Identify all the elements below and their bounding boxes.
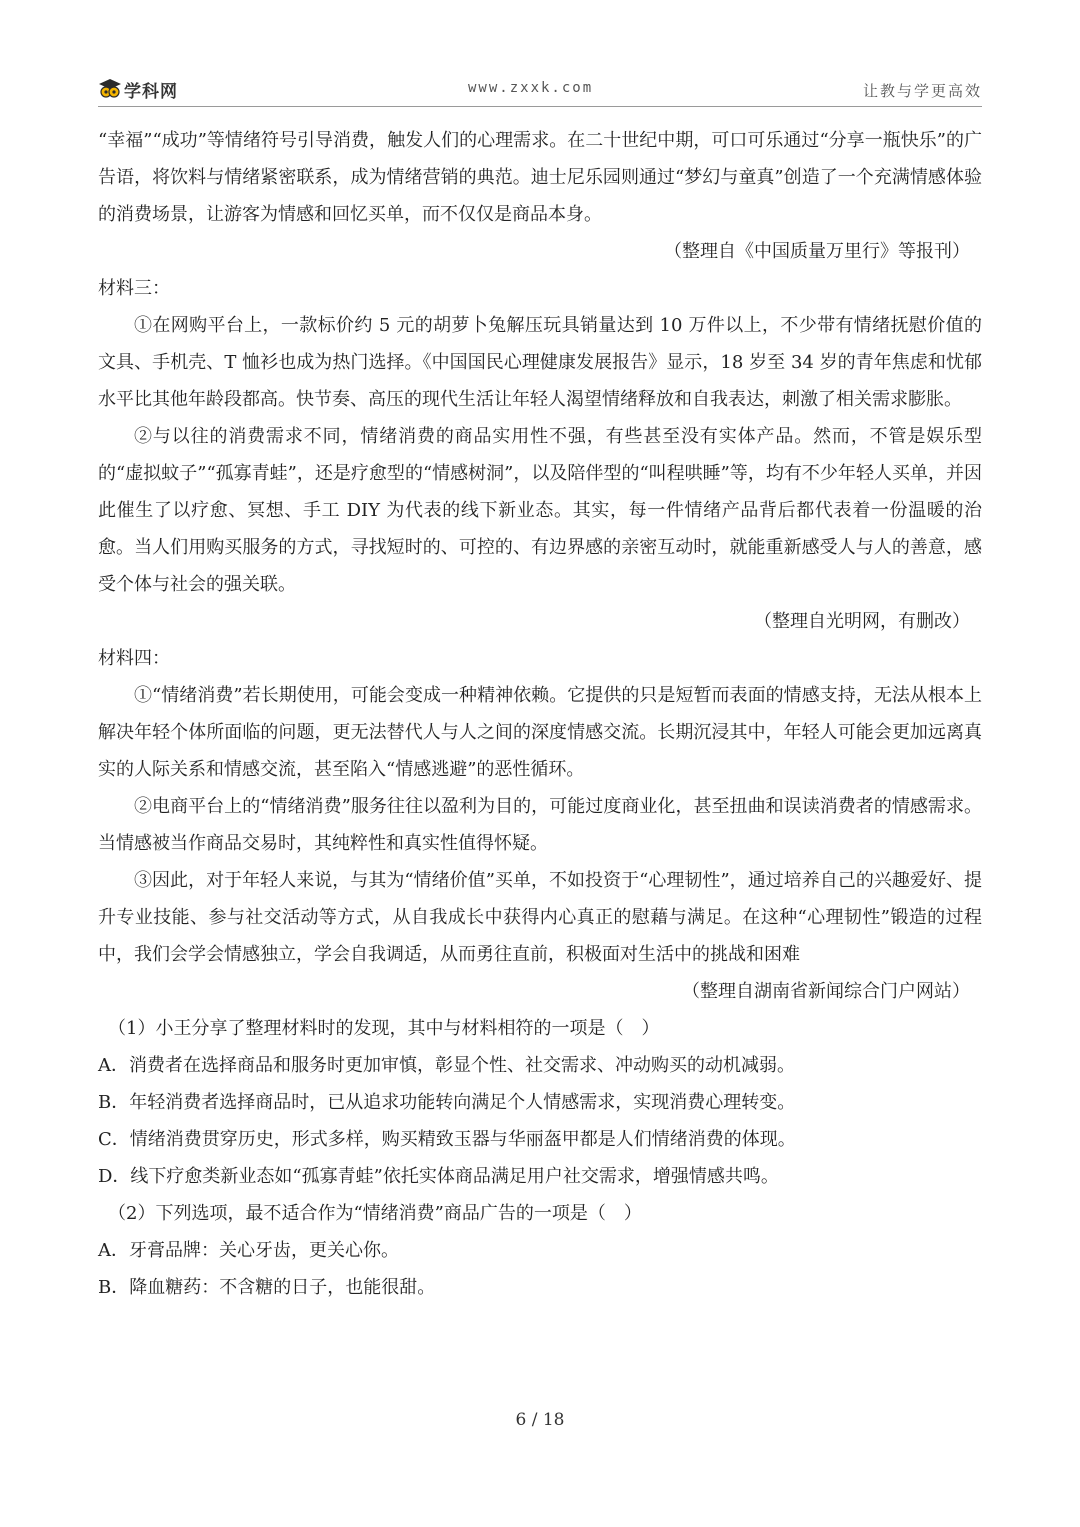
page-header bbox=[98, 72, 982, 107]
source-note: （整理自湖南省新闻综合门户网站） bbox=[682, 981, 970, 1002]
question-2: （2）下列选项，最不适合作为“情绪消费”商品广告的一项是（ ） bbox=[108, 1203, 642, 1224]
question-2-option-b: B．降血糖药：不含糖的日子，也能很甜。 bbox=[98, 1277, 436, 1298]
material-4-paragraph: ①“情绪消费”若长期使用，可能会变成一种精神依赖。它提供的只是短暂而表面的情感支持，无法从根本上解决年轻个体所面临的问题，更无法替代人与人之间的深度情感交流。长期沉浸其中，年轻人可能会更加远离真实的人际关系和情感交流，甚至陷入“情感逃避”的恶性循环。 bbox=[98, 685, 982, 780]
page-number: 6 / 18 bbox=[515, 1410, 565, 1430]
question-1-option-a: A．消费者在选择商品和服务时更加审慎，彰显个性、社交需求、冲动购买的动机减弱。 bbox=[98, 1055, 795, 1076]
material-4-label: 材料四： bbox=[98, 648, 170, 669]
document-body bbox=[98, 122, 982, 1306]
material-3-label: 材料三： bbox=[98, 278, 170, 299]
source-note: （整理自《中国质量万里行》等报刊） bbox=[664, 241, 970, 262]
question-1-option-c: C．情绪消费贯穿历史，形式多样，购买精致玉器与华丽盔甲都是人们情绪消费的体现。 bbox=[98, 1129, 796, 1150]
question-1-option-b: B．年轻消费者选择商品时，已从追求功能转向满足个人情感需求，实现消费心理转变。 bbox=[98, 1092, 796, 1113]
mortarboard-icon bbox=[98, 78, 122, 100]
source-note: （整理自光明网，有删改） bbox=[754, 611, 970, 632]
question-1: （1）小王分享了整理材料时的发现，其中与材料相符的一项是（ ） bbox=[108, 1018, 660, 1039]
material-4-paragraph: ③因此，对于年轻人来说，与其为“情绪价值”买单，不如投资于“心理韧性”，通过培养自己的兴趣爱好、提升专业技能、参与社交活动等方式，从自我成长中获得内心真正的慰藉与满足。在这种“心理韧性”锻造的过程中，我们会学会情感独立，学会自我调适，从而勇往直前，积极面对生活中的挑战和困难 bbox=[98, 870, 982, 965]
logo-text: 学科网 bbox=[124, 81, 178, 102]
slogan: 让教与学更高效 bbox=[862, 82, 982, 100]
question-1-option-d: D．线下疗愈类新业态如“孤寡青蛙”依托实体商品满足用户社交需求，增强情感共鸣。 bbox=[98, 1166, 779, 1187]
material-4-paragraph: ②电商平台上的“情绪消费”服务往往以盈利为目的，可能过度商业化，甚至扭曲和误读消费者的情感需求。当情感被当作商品交易时，其纯粹性和真实性值得怀疑。 bbox=[98, 796, 982, 854]
site-url[interactable]: www.zxxk.com bbox=[468, 80, 594, 96]
material-3-paragraph: ①在网购平台上，一款标价约 5 元的胡萝卜兔解压玩具销量达到 10 万件以上，不少带有情绪抚慰价值的文具、手机壳、T 恤衫也成为热门选择。《中国国民心理健康发展报告》显示，18 岁至 34 岁的青年焦虑和忧郁水平比其他年龄段都高。快节奏、高压的现代生活让年轻人渴望情绪释放和自我表达，刺激了相关需求膨胀。 bbox=[98, 315, 982, 410]
question-2-option-a: A．牙膏品牌：关心牙齿，更关心你。 bbox=[98, 1240, 399, 1261]
intro-continuation: “幸福”“成功”等情绪符号引导消费，触发人们的心理需求。在二十世纪中期，可口可乐通过“分享一瓶快乐”的广告语，将饮料与情绪紧密联系，成为情绪营销的典范。迪士尼乐园则通过“梦幻与童真”创造了一个充满情感体验的消费场景，让游客为情感和回忆买单，而不仅仅是商品本身。 bbox=[98, 130, 982, 225]
brand-logo[interactable] bbox=[98, 76, 178, 102]
material-3-paragraph: ②与以往的消费需求不同，情绪消费的商品实用性不强，有些甚至没有实体产品。然而，不管是娱乐型的“虚拟蚊子”“孤寡青蛙”，还是疗愈型的“情感树洞”，以及陪伴型的“叫程哄睡”等，均有不少年轻人买单，并因此催生了以疗愈、冥想、手工 DIY 为代表的线下新业态。其实，每一件情绪产品背后都代表着一份温暖的治愈。当人们用购买服务的方式，寻找短时的、可控的、有边界感的亲密互动时，就能重新感受人与人的善意，感受个体与社会的强关联。 bbox=[98, 426, 982, 595]
